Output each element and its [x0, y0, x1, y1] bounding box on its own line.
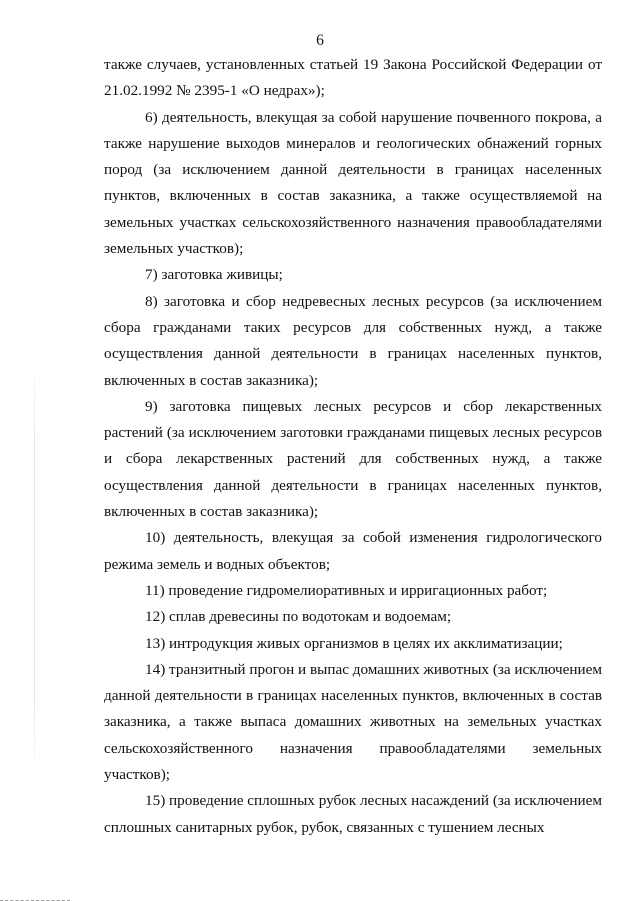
paragraph-item-9: 9) заготовка пищевых лесных ресурсов и сбор лекарственных растений (за исключением заготовки гражданами пищевых лесных ресурсов и сбора лекарственных растений для собственных нужд, а также осуществления данной деятельности в границах населенных пунктов, включенных в состав заказника); [104, 397, 602, 521]
paragraph-item-15: 15) проведение сплошных рубок лесных насаждений (за исключением сплошных санитарных рубок, рубок, связанных с тушением лесных [104, 792, 602, 836]
paragraph-item-7: 7) заготовка живицы; [145, 266, 283, 284]
scan-fold-mark [34, 360, 35, 780]
paragraph-item-6: 6) деятельность, влекущая за собой нарушение почвенного покрова, а также нарушение выходов минералов и геологических обнажений горных пород (за исключением данной деятельности в границах населенных пунктов, включенных в состав заказника, а также осуществляемой на земельных участках сельскохозяйственного назначения правообладателями земельных участков); [104, 108, 602, 258]
page-number: 6 [316, 32, 324, 49]
paragraph-item-14: 14) транзитный прогон и выпас домашних животных (за исключением данной деятельности в границах населенных пунктов, включенных в состав заказника, а также выпаса домашних животных на земельных участках сельскохозяйственного назначения правообладателями земельных участков); [104, 660, 602, 784]
paragraph-item-8: 8) заготовка и сбор недревесных лесных ресурсов (за исключением сбора гражданами таких ресурсов для собственных нужд, а также осуществления данной деятельности в границах населенных пунктов, включенных в состав заказника); [104, 292, 602, 389]
paragraph-item-13: 13) интродукция живых организмов в целях их акклиматизации; [145, 634, 563, 652]
paragraph-item-10: 10) деятельность, влекущая за собой изменения гидрологического режима земель и водных объектов; [104, 529, 602, 573]
paragraph-item-11: 11) проведение гидромелиоративных и ирригационных работ; [145, 581, 548, 599]
document-body [104, 52, 602, 841]
paragraph-continuation: также случаев, установленных статьей 19 Закона Российской Федерации от 21.02.1992 № 2395-1 «О недрах»); [104, 56, 602, 100]
paragraph-item-12: 12) сплав древесины по водотокам и водоемам; [145, 608, 452, 626]
